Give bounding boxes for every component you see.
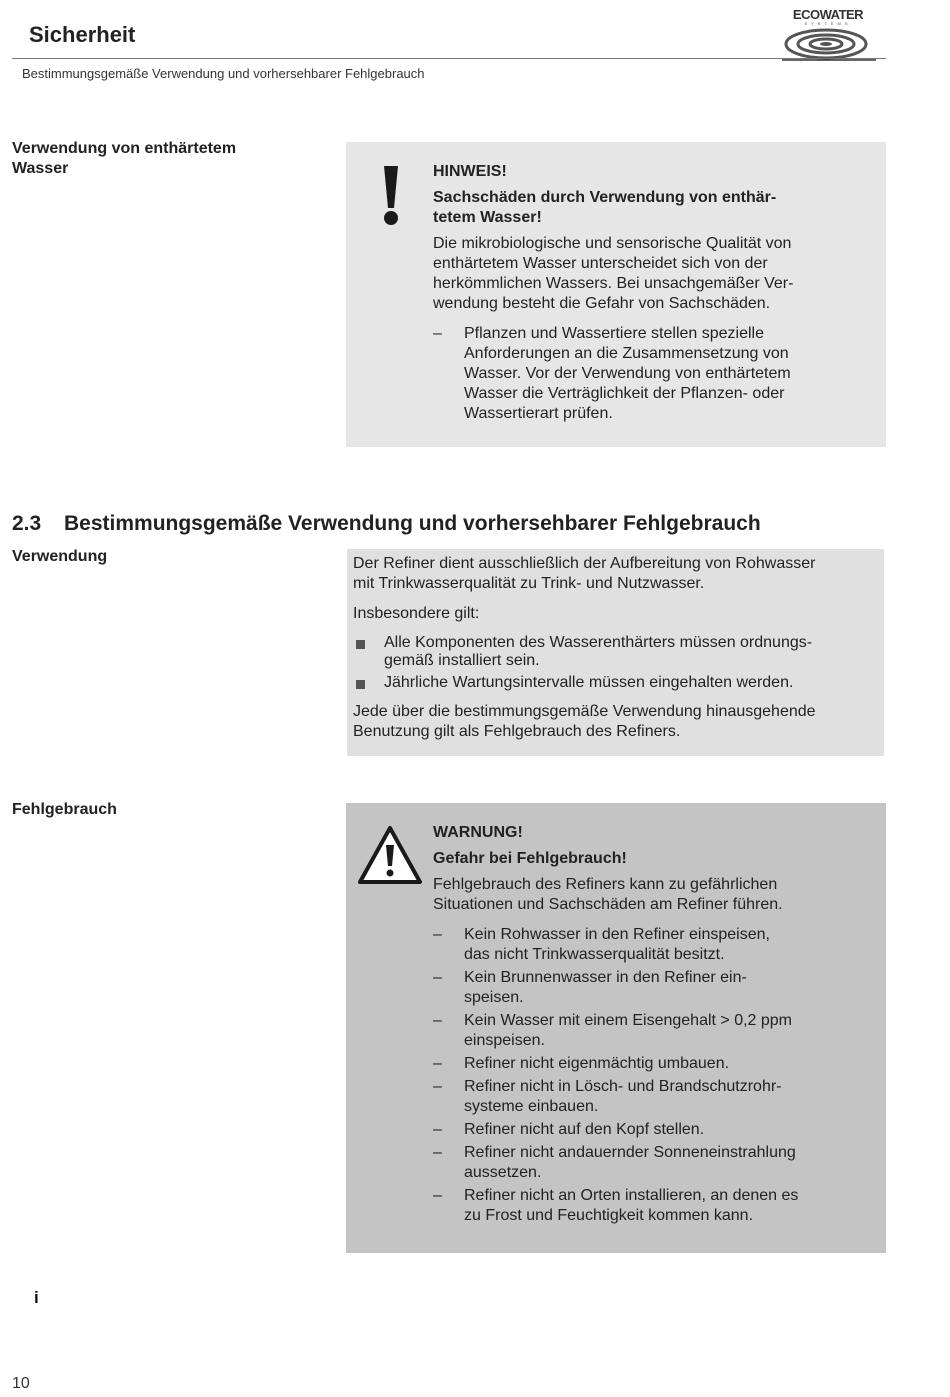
usage-paragraph-line: mit Trinkwasserqualität zu Trink- und Nutzwasser. — [353, 575, 705, 592]
list-item — [353, 634, 878, 670]
dash-marker: – — [433, 1012, 442, 1029]
list-item — [433, 1011, 873, 1051]
logo-swirl-icon — [780, 26, 876, 62]
page-header-subtitle: Bestimmungsgemäße Verwendung und vorhersehbarer Fehlgebrauch — [22, 66, 425, 81]
notice-subtitle-line: Sachschäden durch Verwendung von enthär- — [433, 189, 777, 206]
usage-label: Verwendung — [12, 548, 108, 565]
warning-paragraph-line: Fehlgebrauch des Refiners kann zu gefährlichen — [433, 876, 778, 893]
list-item-line: Pflanzen und Wassertiere stellen spezielle — [464, 325, 765, 342]
warning-paragraph-line: Situationen und Sachschäden am Refiner führen. — [433, 896, 783, 913]
usage-paragraph-line: Der Refiner dient ausschließlich der Aufbereitung von Rohwasser — [353, 555, 816, 572]
logo-wordmark: ECOWATER — [792, 7, 864, 22]
usage-list — [353, 634, 878, 692]
warning-triangle-icon — [357, 825, 423, 885]
list-item-line: systeme einbauen. — [464, 1098, 599, 1115]
usage-paragraph — [353, 554, 878, 594]
section-title: Bestimmungsgemäße Verwendung und vorhersehbarer Fehlgebrauch — [64, 512, 761, 535]
exclamation-icon — [380, 164, 402, 226]
dash-marker: – — [433, 1121, 442, 1138]
misuse-label: Fehlgebrauch — [12, 801, 117, 818]
usage-paragraph: Insbesondere gilt: — [353, 605, 480, 622]
list-item — [433, 1120, 873, 1140]
page-number: 10 — [12, 1375, 30, 1392]
list-item-line: Refiner nicht eigenmächtig umbauen. — [464, 1055, 730, 1072]
notice-paragraph-line: herkömmlichen Wassers. Bei unsachgemäßer Ver- — [433, 275, 794, 292]
section-number: 2.3 — [12, 512, 42, 535]
dash-marker: – — [433, 969, 442, 986]
usage-paragraph-line: Jede über die bestimmungsgemäße Verwendung hinausgehende — [353, 703, 816, 720]
list-item-line: speisen. — [464, 989, 524, 1006]
notice-subtitle — [433, 188, 873, 228]
dash-marker: – — [433, 1055, 442, 1072]
square-bullet-icon — [356, 640, 365, 649]
page-header-title: Sicherheit — [29, 22, 136, 47]
square-bullet-icon — [356, 680, 365, 689]
list-item — [433, 1143, 873, 1183]
dash-marker: – — [433, 325, 442, 342]
notice-title: HINWEIS! — [433, 163, 507, 180]
notice-subtitle-line: tetem Wasser! — [433, 209, 542, 226]
ecowater-logo — [780, 8, 876, 62]
list-item-line: zu Frost und Feuchtigkeit kommen kann. — [464, 1207, 754, 1224]
section-heading — [12, 512, 761, 536]
notice-content — [433, 162, 873, 427]
list-item-line: Refiner nicht an Orten installieren, an denen es — [464, 1187, 799, 1204]
list-item — [433, 925, 873, 965]
warning-subtitle: Gefahr bei Fehlgebrauch! — [433, 850, 627, 867]
usage-box — [347, 549, 884, 756]
list-item-line: Refiner nicht andauernder Sonneneinstrahlung — [464, 1144, 796, 1161]
list-item-line: einspeisen. — [464, 1032, 545, 1049]
notice-paragraph-line: enthärtetem Wasser unterscheidet sich von der — [433, 255, 768, 272]
dash-marker: – — [433, 1078, 442, 1095]
usage-paragraph — [353, 702, 878, 742]
softened-water-label — [12, 139, 236, 179]
notice-paragraph-line: wendung besteht die Gefahr von Sachschäden. — [433, 295, 771, 312]
list-item-line: Wassertierart prüfen. — [464, 405, 613, 422]
usage-paragraph-line: Benutzung gilt als Fehlgebrauch des Refiners. — [353, 723, 681, 740]
notice-paragraph — [433, 234, 873, 314]
list-item-line: Kein Wasser mit einem Eisengehalt > 0,2 ppm — [464, 1012, 793, 1029]
list-item-line: Alle Komponenten des Wasserenthärters müssen ordnungs- — [384, 634, 813, 651]
dash-marker: – — [433, 926, 442, 943]
notice-box — [346, 142, 886, 447]
notice-list — [433, 324, 873, 424]
dash-marker: – — [433, 1144, 442, 1161]
list-item-line: das nicht Trinkwasserqualität besitzt. — [464, 946, 725, 963]
softened-water-label-line: Verwendung von enthärtetem — [12, 140, 237, 157]
warning-title: WARNUNG! — [433, 824, 523, 841]
warning-box — [346, 803, 886, 1253]
list-item-line: Wasser die Verträglichkeit der Pflanzen- oder — [464, 385, 785, 402]
dash-marker: – — [433, 1187, 442, 1204]
list-item — [353, 674, 878, 692]
list-item-line: Refiner nicht in Lösch- und Brandschutzrohr- — [464, 1078, 782, 1095]
list-item-line: Kein Brunnenwasser in den Refiner ein- — [464, 969, 747, 986]
header-divider — [12, 58, 886, 59]
warning-content — [433, 823, 873, 1229]
logo-subline: SYSTEMS — [804, 21, 852, 26]
list-item-line: Anforderungen an die Zusammensetzung von — [464, 345, 789, 362]
list-item-line: Wasser. Vor der Verwendung von enthärtetem — [464, 365, 791, 382]
warning-paragraph — [433, 875, 873, 915]
list-item — [433, 1054, 873, 1074]
list-item — [433, 324, 873, 424]
list-item-line: gemäß installiert sein. — [384, 652, 540, 669]
list-item — [433, 1077, 873, 1117]
notice-paragraph-line: Die mikrobiologische und sensorische Qualität von — [433, 235, 792, 252]
list-item-line: Refiner nicht auf den Kopf stellen. — [464, 1121, 705, 1138]
warning-list — [433, 925, 873, 1226]
list-item-line: Kein Rohwasser in den Refiner einspeisen, — [464, 926, 770, 943]
list-item-line: Jährliche Wartungsintervalle müssen eingehalten werden. — [384, 674, 794, 691]
softened-water-label-line: Wasser — [12, 160, 69, 177]
list-item — [433, 968, 873, 1008]
list-item — [433, 1186, 873, 1226]
info-marker: i — [34, 1288, 39, 1307]
list-item-line: aussetzen. — [464, 1164, 542, 1181]
